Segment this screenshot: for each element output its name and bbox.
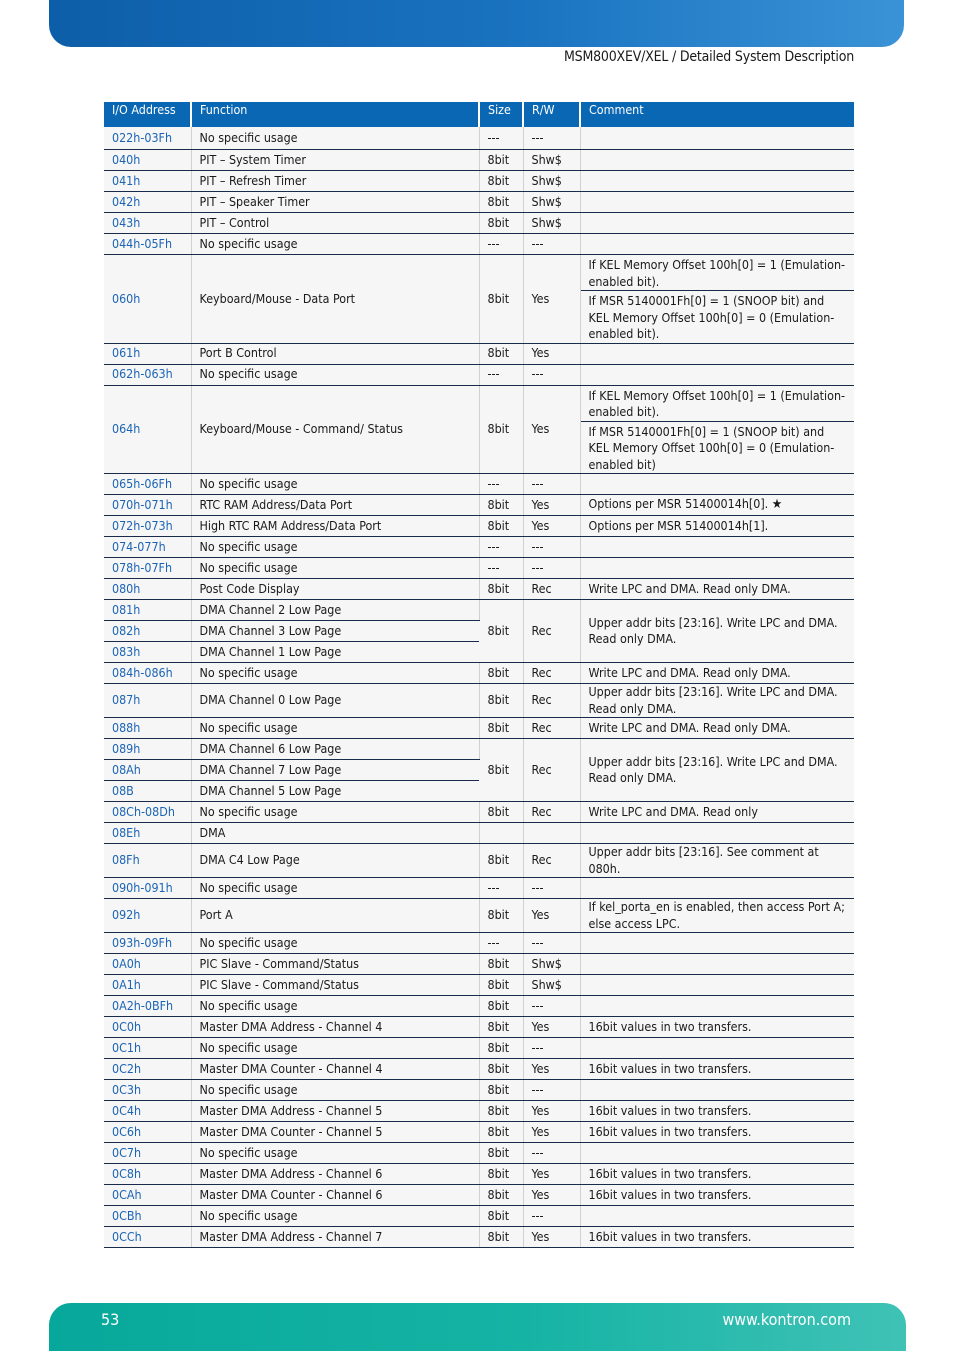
io-address-cell: 0CCh (104, 1227, 191, 1248)
table-row (104, 823, 854, 844)
function-cell: PIC Slave - Command/Status (191, 954, 479, 975)
size-cell: --- (479, 364, 523, 385)
table-row (104, 343, 854, 364)
rw-cell: Rec (523, 739, 580, 802)
function-cell: No specific usage (191, 127, 479, 150)
table-row (104, 1164, 854, 1185)
table-row (104, 1080, 854, 1101)
table-row (104, 844, 854, 878)
table-row (104, 996, 854, 1017)
table-row (104, 1227, 854, 1248)
io-address-cell: 08Ch-08Dh (104, 802, 191, 823)
document-title: MSM800XEV/XEL / Detailed System Description (563, 49, 854, 65)
function-cell: RTC RAM Address/Data Port (191, 495, 479, 516)
function-cell: Keyboard/Mouse - Data Port (191, 255, 479, 344)
size-cell: 8bit (479, 171, 523, 192)
table-row (104, 213, 854, 234)
comment-cell: Write LPC and DMA. Read only DMA. (580, 718, 854, 739)
comment-cell: Upper addr bits [23:16]. See comment at 080h. (580, 844, 854, 878)
function-cell: No specific usage (191, 1080, 479, 1101)
comment-cell (580, 474, 854, 495)
function-cell: Master DMA Address - Channel 4 (191, 1017, 479, 1038)
io-address-cell: 0C0h (104, 1017, 191, 1038)
rw-cell: Rec (523, 802, 580, 823)
size-cell: 8bit (479, 1185, 523, 1206)
function-cell: PIT – Speaker Timer (191, 192, 479, 213)
comment-cell: Upper addr bits [23:16]. Write LPC and DMA. Read only DMA. (580, 684, 854, 718)
io-address-cell: 072h-073h (104, 516, 191, 537)
function-cell: Master DMA Address - Channel 6 (191, 1164, 479, 1185)
comment-cell: 16bit values in two transfers. (580, 1017, 854, 1038)
table-row (104, 1122, 854, 1143)
rw-cell: Yes (523, 1101, 580, 1122)
function-cell: No specific usage (191, 718, 479, 739)
size-cell: 8bit (479, 996, 523, 1017)
size-cell: 8bit (479, 1164, 523, 1185)
table-row (104, 474, 854, 495)
rw-cell: Yes (523, 516, 580, 537)
column-header-io-address: I/O Address (104, 102, 191, 127)
comment-cell (580, 364, 854, 385)
io-address-cell: 08Ah (104, 760, 191, 781)
size-cell: 8bit (479, 844, 523, 878)
io-address-cell: 082h (104, 621, 191, 642)
table-row (104, 364, 854, 385)
table-row (104, 516, 854, 537)
rw-cell: Shw$ (523, 171, 580, 192)
function-cell: PIC Slave - Command/Status (191, 975, 479, 996)
size-cell (479, 823, 523, 844)
io-address-cell: 08Eh (104, 823, 191, 844)
table-row (104, 878, 854, 899)
rw-cell: Yes (523, 899, 580, 933)
comment-cell: If KEL Memory Offset 100h[0] = 1 (Emulation-enabled bit). (580, 385, 854, 421)
rw-cell: Shw$ (523, 150, 580, 171)
comment-cell: Write LPC and DMA. Read only DMA. (580, 663, 854, 684)
column-header-size: Size (479, 102, 523, 127)
function-cell: No specific usage (191, 364, 479, 385)
function-cell: DMA Channel 7 Low Page (191, 760, 479, 781)
function-cell: Keyboard/Mouse - Command/ Status (191, 385, 479, 474)
io-address-cell: 089h (104, 739, 191, 760)
table-header-row (104, 102, 854, 127)
table-row (104, 1017, 854, 1038)
page-number: 53 (101, 1310, 120, 1329)
table-row (104, 975, 854, 996)
size-cell: 8bit (479, 1227, 523, 1248)
io-address-cell: 080h (104, 579, 191, 600)
table-row (104, 718, 854, 739)
io-address-cell: 078h-07Fh (104, 558, 191, 579)
comment-cell (580, 537, 854, 558)
function-cell: Master DMA Counter - Channel 4 (191, 1059, 479, 1080)
size-cell: 8bit (479, 150, 523, 171)
comment-cell: If MSR 5140001Fh[0] = 1 (SNOOP bit) and KEL Memory Offset 100h[0] = 0 (Emulation-enabled bit). (580, 291, 854, 344)
io-address-cell: 041h (104, 171, 191, 192)
size-cell: 8bit (479, 343, 523, 364)
io-address-cell: 08Fh (104, 844, 191, 878)
rw-cell: Yes (523, 1122, 580, 1143)
comment-cell: Write LPC and DMA. Read only DMA. (580, 579, 854, 600)
comment-cell (580, 878, 854, 899)
comment-cell: 16bit values in two transfers. (580, 1101, 854, 1122)
size-cell: 8bit (479, 954, 523, 975)
io-address-cell: 074-077h (104, 537, 191, 558)
comment-cell: 16bit values in two transfers. (580, 1059, 854, 1080)
comment-cell: If KEL Memory Offset 100h[0] = 1 (Emulation-enabled bit). (580, 255, 854, 291)
io-address-cell: 0A2h-0BFh (104, 996, 191, 1017)
io-address-cell: 084h-086h (104, 663, 191, 684)
io-address-table (104, 102, 854, 1248)
rw-cell: --- (523, 1143, 580, 1164)
comment-cell: Write LPC and DMA. Read only (580, 802, 854, 823)
size-cell: 8bit (479, 516, 523, 537)
function-cell: No specific usage (191, 234, 479, 255)
io-address-cell: 064h (104, 385, 191, 474)
function-cell: DMA Channel 5 Low Page (191, 781, 479, 802)
star-icon: ★ (771, 497, 783, 513)
table-row (104, 192, 854, 213)
size-cell: 8bit (479, 899, 523, 933)
function-cell: Port A (191, 899, 479, 933)
function-cell: No specific usage (191, 474, 479, 495)
comment-cell: If kel_porta_en is enabled, then access Port A; else access LPC. (580, 899, 854, 933)
rw-cell: Shw$ (523, 975, 580, 996)
table-row (104, 558, 854, 579)
io-address-cell: 090h-091h (104, 878, 191, 899)
rw-cell: Shw$ (523, 213, 580, 234)
io-address-cell: 0CAh (104, 1185, 191, 1206)
function-cell: PIT – Control (191, 213, 479, 234)
rw-cell: --- (523, 1038, 580, 1059)
io-address-cell: 0C2h (104, 1059, 191, 1080)
rw-cell: --- (523, 364, 580, 385)
io-address-cell: 043h (104, 213, 191, 234)
comment-cell (580, 234, 854, 255)
column-header-function: Function (191, 102, 479, 127)
table-row (104, 1038, 854, 1059)
io-address-cell: 040h (104, 150, 191, 171)
comment-cell (580, 1206, 854, 1227)
table-row (104, 127, 854, 150)
size-cell: 8bit (479, 495, 523, 516)
comment-cell (580, 1080, 854, 1101)
rw-cell: Yes (523, 1185, 580, 1206)
table-row (104, 171, 854, 192)
function-cell: Master DMA Address - Channel 5 (191, 1101, 479, 1122)
rw-cell: --- (523, 234, 580, 255)
function-cell: No specific usage (191, 802, 479, 823)
rw-cell: Yes (523, 1059, 580, 1080)
io-address-cell: 060h (104, 255, 191, 344)
size-cell: 8bit (479, 1059, 523, 1080)
function-cell: DMA C4 Low Page (191, 844, 479, 878)
io-address-cell: 042h (104, 192, 191, 213)
comment-cell (580, 171, 854, 192)
function-cell: No specific usage (191, 1038, 479, 1059)
rw-cell: --- (523, 1080, 580, 1101)
size-cell: 8bit (479, 684, 523, 718)
size-cell: 8bit (479, 802, 523, 823)
io-address-cell: 083h (104, 642, 191, 663)
comment-cell (580, 1038, 854, 1059)
comment-cell: 16bit values in two transfers. (580, 1227, 854, 1248)
function-cell: DMA Channel 1 Low Page (191, 642, 479, 663)
comment-cell (580, 996, 854, 1017)
size-cell: --- (479, 558, 523, 579)
io-address-cell: 0A1h (104, 975, 191, 996)
rw-cell: --- (523, 933, 580, 954)
io-address-cell: 08B (104, 781, 191, 802)
comment-cell (580, 954, 854, 975)
website-link[interactable]: www.kontron.com (722, 1310, 851, 1329)
table-row (104, 385, 854, 421)
table-row (104, 234, 854, 255)
function-cell: PIT – System Timer (191, 150, 479, 171)
table-row (104, 600, 854, 621)
size-cell: 8bit (479, 1080, 523, 1101)
comment-cell (580, 192, 854, 213)
rw-cell: Rec (523, 844, 580, 878)
comment-cell (580, 933, 854, 954)
function-cell: No specific usage (191, 1206, 479, 1227)
io-address-cell: 0C3h (104, 1080, 191, 1101)
comment-cell (580, 150, 854, 171)
function-cell: No specific usage (191, 558, 479, 579)
comment-cell: 16bit values in two transfers. (580, 1164, 854, 1185)
function-cell: DMA Channel 6 Low Page (191, 739, 479, 760)
io-address-cell: 0CBh (104, 1206, 191, 1227)
rw-cell: Rec (523, 684, 580, 718)
table-row (104, 933, 854, 954)
size-cell: --- (479, 933, 523, 954)
io-address-cell: 0C8h (104, 1164, 191, 1185)
function-cell: No specific usage (191, 537, 479, 558)
io-address-cell: 0C7h (104, 1143, 191, 1164)
size-cell: 8bit (479, 192, 523, 213)
table-row (104, 663, 854, 684)
size-cell: 8bit (479, 255, 523, 344)
function-cell: High RTC RAM Address/Data Port (191, 516, 479, 537)
rw-cell: --- (523, 537, 580, 558)
table-row (104, 495, 854, 516)
function-cell: DMA (191, 823, 479, 844)
table-row (104, 1206, 854, 1227)
rw-cell: --- (523, 878, 580, 899)
rw-cell: --- (523, 996, 580, 1017)
function-cell: No specific usage (191, 663, 479, 684)
io-address-cell: 0C6h (104, 1122, 191, 1143)
table-row (104, 802, 854, 823)
rw-cell: Rec (523, 579, 580, 600)
function-cell: No specific usage (191, 878, 479, 899)
table-row (104, 579, 854, 600)
table-row (104, 1059, 854, 1080)
size-cell: 8bit (479, 579, 523, 600)
function-cell: Master DMA Counter - Channel 5 (191, 1122, 479, 1143)
table-row (104, 739, 854, 760)
size-cell: 8bit (479, 600, 523, 663)
size-cell: 8bit (479, 1101, 523, 1122)
function-cell: No specific usage (191, 933, 479, 954)
function-cell: No specific usage (191, 996, 479, 1017)
io-address-cell: 061h (104, 343, 191, 364)
function-cell: DMA Channel 0 Low Page (191, 684, 479, 718)
size-cell: 8bit (479, 663, 523, 684)
rw-cell: Shw$ (523, 192, 580, 213)
function-cell: Post Code Display (191, 579, 479, 600)
size-cell: 8bit (479, 1122, 523, 1143)
comment-cell (580, 495, 854, 516)
size-cell: 8bit (479, 718, 523, 739)
io-address-cell: 044h-05Fh (104, 234, 191, 255)
function-cell: PIT – Refresh Timer (191, 171, 479, 192)
table-row (104, 255, 854, 291)
column-header-comment: Comment (580, 102, 854, 127)
size-cell: 8bit (479, 739, 523, 802)
io-address-cell: 093h-09Fh (104, 933, 191, 954)
size-cell: --- (479, 878, 523, 899)
io-address-cell: 092h (104, 899, 191, 933)
table-row (104, 537, 854, 558)
comment-cell: Upper addr bits [23:16]. Write LPC and DMA. Read only DMA. (580, 739, 854, 802)
size-cell: 8bit (479, 975, 523, 996)
rw-cell: Shw$ (523, 954, 580, 975)
io-address-cell: 088h (104, 718, 191, 739)
function-cell: Master DMA Counter - Channel 6 (191, 1185, 479, 1206)
comment-text: Options per MSR 51400014h[0]. (588, 496, 769, 512)
rw-cell: Yes (523, 385, 580, 474)
size-cell: 8bit (479, 213, 523, 234)
table-row (104, 1101, 854, 1122)
rw-cell (523, 823, 580, 844)
table-row (104, 150, 854, 171)
rw-cell: --- (523, 1206, 580, 1227)
comment-cell (580, 213, 854, 234)
rw-cell: Yes (523, 495, 580, 516)
rw-cell: --- (523, 474, 580, 495)
size-cell: 8bit (479, 1038, 523, 1059)
size-cell: 8bit (479, 1017, 523, 1038)
io-address-cell: 022h-03Fh (104, 127, 191, 150)
size-cell: --- (479, 127, 523, 150)
function-cell: Port B Control (191, 343, 479, 364)
rw-cell: Yes (523, 343, 580, 364)
rw-cell: Rec (523, 663, 580, 684)
function-cell: Master DMA Address - Channel 7 (191, 1227, 479, 1248)
size-cell: 8bit (479, 385, 523, 474)
rw-cell: Rec (523, 600, 580, 663)
comment-cell (580, 823, 854, 844)
rw-cell: Yes (523, 255, 580, 344)
size-cell: 8bit (479, 1206, 523, 1227)
io-address-cell: 087h (104, 684, 191, 718)
rw-cell: --- (523, 558, 580, 579)
table-row (104, 684, 854, 718)
comment-cell: If MSR 5140001Fh[0] = 1 (SNOOP bit) and KEL Memory Offset 100h[0] = 0 (Emulation-enabled bit) (580, 421, 854, 474)
table-row (104, 1143, 854, 1164)
io-address-cell: 0A0h (104, 954, 191, 975)
header-banner (49, 0, 904, 47)
io-address-cell: 0C1h (104, 1038, 191, 1059)
rw-cell: Yes (523, 1164, 580, 1185)
size-cell: 8bit (479, 1143, 523, 1164)
function-cell: DMA Channel 2 Low Page (191, 600, 479, 621)
rw-cell: Rec (523, 718, 580, 739)
io-address-cell: 081h (104, 600, 191, 621)
size-cell: --- (479, 234, 523, 255)
comment-cell: 16bit values in two transfers. (580, 1122, 854, 1143)
size-cell: --- (479, 537, 523, 558)
comment-cell: 16bit values in two transfers. (580, 1185, 854, 1206)
rw-cell: Yes (523, 1017, 580, 1038)
io-address-cell: 0C4h (104, 1101, 191, 1122)
io-address-cell: 070h-071h (104, 495, 191, 516)
comment-cell (580, 1143, 854, 1164)
column-header-rw: R/W (523, 102, 580, 127)
comment-cell (580, 975, 854, 996)
io-address-cell: 062h-063h (104, 364, 191, 385)
function-cell: DMA Channel 3 Low Page (191, 621, 479, 642)
io-address-cell: 065h-06Fh (104, 474, 191, 495)
comment-cell (580, 558, 854, 579)
function-cell: No specific usage (191, 1143, 479, 1164)
size-cell: --- (479, 474, 523, 495)
comment-cell: Options per MSR 51400014h[1]. (580, 516, 854, 537)
rw-cell: --- (523, 127, 580, 150)
table-row (104, 1185, 854, 1206)
rw-cell: Yes (523, 1227, 580, 1248)
comment-cell (580, 127, 854, 150)
comment-cell: Upper addr bits [23:16]. Write LPC and DMA. Read only DMA. (580, 600, 854, 663)
comment-cell (580, 343, 854, 364)
table-row (104, 899, 854, 933)
table-row (104, 954, 854, 975)
